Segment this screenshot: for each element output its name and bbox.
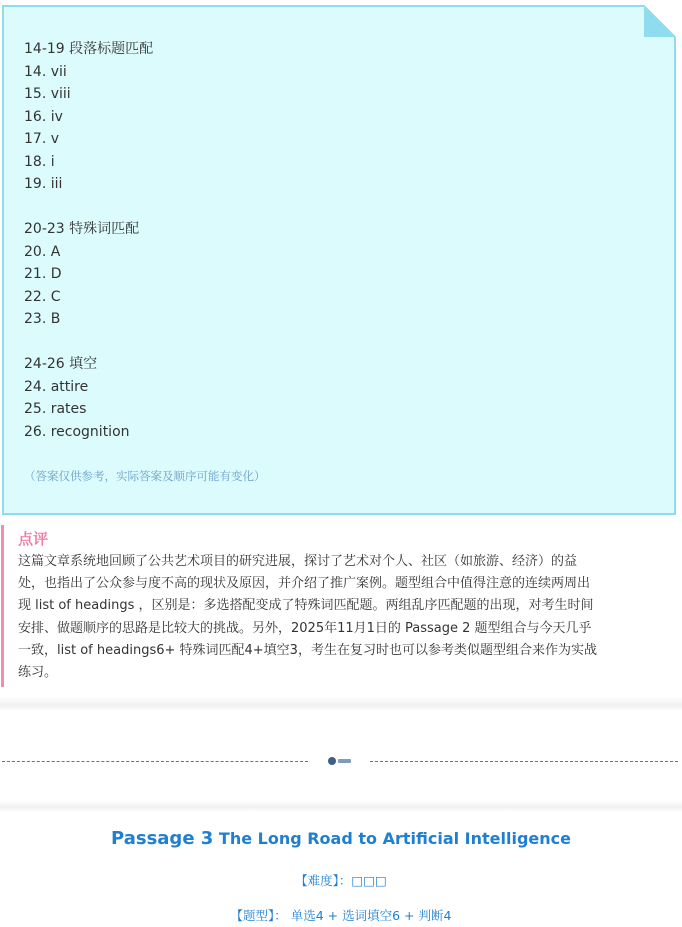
difficulty-line: 【难度】：□□□ bbox=[295, 873, 387, 888]
passage-title bbox=[0, 828, 682, 849]
folded-corner-decoration bbox=[644, 5, 676, 37]
answer-list bbox=[24, 38, 153, 443]
review-line: 处，也指出了公众参与度不高的现状及原因，并介绍了推广案例。题型组合中值得注意的连续两周出 bbox=[18, 576, 591, 592]
logo-mark-icon bbox=[328, 757, 336, 765]
answer-item: 24. attire bbox=[24, 378, 89, 395]
passage-number: Passage 3 bbox=[111, 828, 214, 849]
answer-item: 15. viii bbox=[24, 86, 71, 102]
review-section bbox=[1, 525, 677, 687]
passage-name: The Long Road to Artificial Intelligence bbox=[218, 829, 571, 848]
review-line: 这篇文章系统地回顾了公共艺术项目的研究进展，探讨了艺术对个人、社区（如旅游、经济）的益 bbox=[18, 554, 578, 569]
answer-item: 25. rates bbox=[24, 401, 87, 417]
answer-item: 16. iv bbox=[24, 108, 63, 125]
logo-wordmark-icon bbox=[338, 759, 351, 763]
brand-logo-icon bbox=[328, 756, 352, 766]
answer-item: 19. iii bbox=[24, 176, 63, 192]
answer-item: 23. B bbox=[24, 311, 61, 327]
answer-item: 18. i bbox=[24, 153, 55, 170]
answer-disclaimer: （答案仅供参考，实际答案及顺序可能有变化） bbox=[24, 469, 266, 483]
answer-item: 22. C bbox=[24, 288, 61, 305]
answer-item: 20. A bbox=[24, 243, 61, 260]
review-body bbox=[18, 551, 667, 684]
review-line: 安排、做题顺序的思路是比较大的挑战。另外，2025年11月1日的 Passage 2 题型组合与今天几乎 bbox=[18, 620, 592, 636]
section-heading-fill-blanks: 24-26 填空 bbox=[24, 356, 98, 372]
section-separator-shadow bbox=[0, 697, 682, 711]
review-line: 一致，list of headings6+ 特殊词匹配4+填空3，考生在复习时也可以参考类似题型组合来作为实战 bbox=[18, 642, 597, 658]
answer-item: 21. D bbox=[24, 266, 62, 282]
dashed-divider-left bbox=[2, 761, 308, 762]
answer-item: 17. v bbox=[24, 131, 59, 147]
answer-item: 26. recognition bbox=[24, 423, 130, 440]
answer-item: 14. vii bbox=[24, 63, 67, 80]
section-heading-special-words: 20-23 特殊词匹配 bbox=[24, 221, 140, 237]
section-heading-headings: 14-19 段落标题匹配 bbox=[24, 41, 154, 57]
dashed-divider-right bbox=[370, 761, 678, 762]
section-separator-shadow bbox=[0, 800, 682, 812]
review-title: 点评 bbox=[18, 530, 49, 548]
answer-card bbox=[2, 5, 676, 515]
question-types-line: 【题型】： 单选4 + 选词填空6 + 判断4 bbox=[230, 908, 452, 923]
review-line: 现 list of headings ，区别是：多选搭配变成了特殊词匹配题。两组乱序匹配题的出现，对考生时间 bbox=[18, 598, 594, 614]
review-line: 练习。 bbox=[18, 665, 58, 681]
